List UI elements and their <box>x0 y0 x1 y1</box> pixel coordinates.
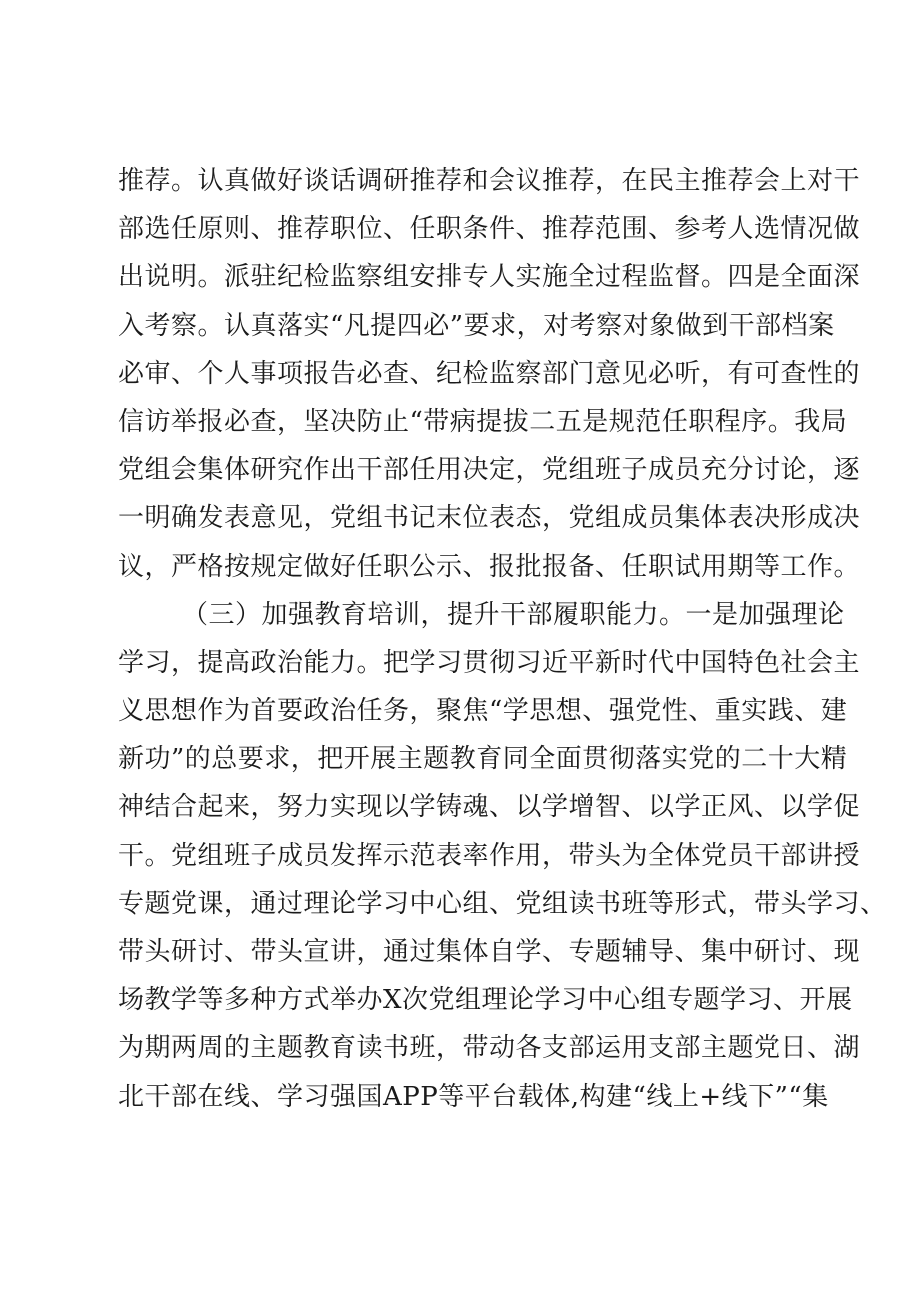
body-text <box>118 157 887 1121</box>
text-line: 场教学等多种方式举办X次党组理论学习中心组专题学习、开展 <box>118 985 853 1016</box>
text-line: 推荐。认真做好谈话调研推荐和会议推荐，在民主推荐会上对干 <box>118 166 861 196</box>
text-line: 部选任原则、推荐职位、任职条件、推荐范围、参考人选情况做 <box>118 214 861 245</box>
text-line: 干。党组班子成员发挥示范表率作用，带头为全体党员干部讲授 <box>118 840 861 871</box>
text-line: 义思想作为首要政治任务，聚焦“学思想、强党性、重实践、建 <box>118 696 848 727</box>
text-line: 为期两周的主题教育读书班，带动各支部运用支部主题党日、湖 <box>118 1033 861 1064</box>
text-line: 专题党课，通过理论学习中心组、党组读书班等形式，带头学习、 <box>118 888 887 919</box>
text-line: 必审、个人事项报告必查、纪检监察部门意见必听，有可查性的 <box>118 358 861 389</box>
text-line: 一明确发表意见，党组书记末位表态，党组成员集体表决形成决 <box>118 503 861 534</box>
text-line: 新功”的总要求，把开展主题教育同全面贯彻落实党的二十大精 <box>118 744 848 775</box>
text-line: 北干部在线、学习强国APP等平台载体,构建“线上+线下”“集 <box>118 1081 829 1112</box>
text-line: 出说明。派驻纪检监察组安排专人实施全过程监督。四是全面深 <box>118 262 861 293</box>
text-line: 议，严格按规定做好任职公示、报批报备、任职试用期等工作。 <box>118 551 861 582</box>
text-line: 学习，提高政治能力。把学习贯彻习近平新时代中国特色社会主 <box>118 647 861 678</box>
text-line: 神结合起来，努力实现以学铸魂、以学增智、以学正风、以学促 <box>118 792 861 823</box>
text-line: 入考察。认真落实“凡提四必”要求，对考察对象做到干部档案 <box>118 310 835 341</box>
text-line: 带头研讨、带头宣讲，通过集体自学、专题辅导、集中研讨、现 <box>118 937 861 967</box>
text-line: 党组会集体研究作出干部任用决定，党组班子成员充分讨论，逐 <box>118 455 861 486</box>
text-line: 信访举报必查，坚决防止“带病提拔二五是规范任职程序。我局 <box>118 406 848 437</box>
section-heading-line: （三）加强教育培训，提升干部履职能力。一是加强理论 <box>182 599 845 630</box>
